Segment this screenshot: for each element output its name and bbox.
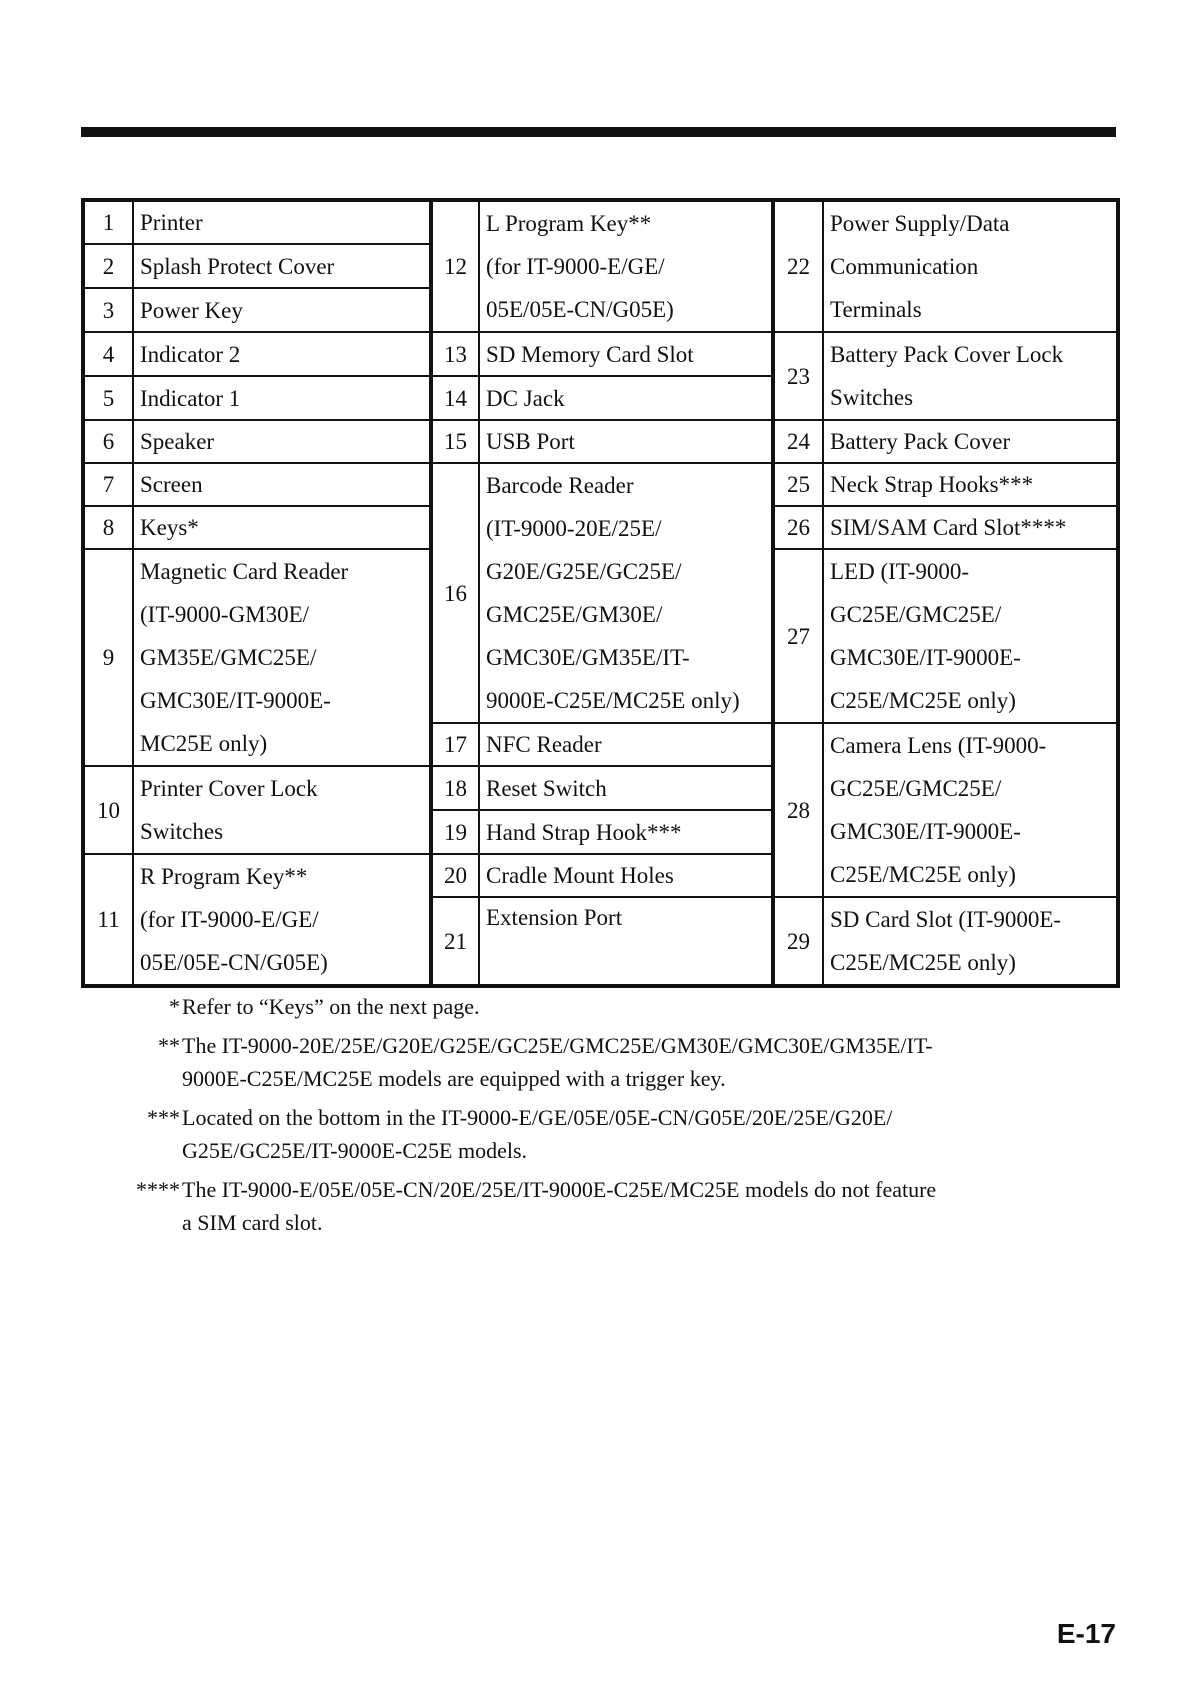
line: SD Card Slot (IT-9000E- [830, 907, 1062, 932]
page-number: E-17 [1056, 1618, 1116, 1649]
part-20: Cradle Mount Holes [479, 854, 773, 897]
part-25: Neck Strap Hooks*** [823, 463, 1118, 506]
part-23 [823, 332, 1118, 420]
line: C25E/MC25E only) [830, 688, 1016, 713]
line: 9000E-C25E/MC25E only) [486, 688, 740, 713]
line: R Program Key** [140, 864, 308, 889]
part-24: Battery Pack Cover [823, 420, 1118, 463]
line: Camera Lens (IT-9000- [830, 733, 1047, 758]
line: Printer Cover Lock [140, 776, 318, 801]
part-14: DC Jack [479, 376, 773, 420]
line: 05E/05E-CN/G05E) [486, 297, 674, 322]
footnote: * Refer to “Keys” on the next page. [169, 994, 480, 1019]
part-13: SD Memory Card Slot [479, 332, 773, 376]
part-10 [133, 766, 431, 854]
footnote: **** The IT-9000-E/05E/05E-CN/20E/25E/IT-9000E-C25E/MC25E models do not feature a SIM card slot. [136, 1177, 937, 1235]
part-8: Keys* [133, 506, 431, 549]
part-1: Printer [133, 200, 431, 244]
footnote: *** Located on the bottom in the IT-9000-E/GE/05E/05E-CN/G05E/20E/25E/G20E/ G25E/GC25E/IT-9000E-C25E models. [147, 1105, 893, 1163]
line: (for IT-9000-E/GE/ [140, 907, 319, 932]
part-12 [479, 200, 773, 332]
line: GC25E/GMC25E/ [830, 776, 1002, 801]
line: LED (IT-9000- [830, 559, 970, 584]
parts-table: 1 Printer 12 L Program Key** (for IT-9000-E/GE/ 05E/05E-CN/G05E) 22 Power Supply/Data Communication Terminals 2 Splash Protect Cover 3 Power Key 4 Indicator 2 13 SD Memory Card Slot 23 Battery Pack Cover Lock Switches 5 Indicator 1 14 DC Jack 6 Speaker 15 USB Port 24 Battery Pack Cover 7 Screen 16 Barcode Reader (IT-9000-20E/25E/ G20E/G25E/GC25E/ GMC25E/GM30E/ GMC30E/GM35E/IT- 9000E-C25E/MC25E only) 25 Neck Strap Hooks*** 8 Keys* 26 SIM/SAM Card Slot**** 9 Magnetic Card Reader (IT-9000-GM30E/ GM35E/GMC25E/ GMC30E/IT-9000E- MC25E only) 27 LED (IT-9000- GC25E/GMC25E/ GMC30E/IT-9000E- C25E/MC25E only) 17 NFC Reader 28 Camera Lens (IT-9000- GC25E/GMC25E/ GMC30E/IT-9000E- C25E/MC25E only) 10 Printer Cover Lock Switches 18 Reset Switch 19 Hand Strap Hook*** 11 R Program Key** (for IT-9000-E/GE/ 05E/05E-CN/G05E) 20 Cradle Mount Holes 21 Extension Port 29 SD Card Slot (IT-9000E- C25E/MC25E only) [81, 198, 1120, 988]
line: G20E/G25E/GC25E/ [486, 559, 682, 584]
line: Barcode Reader [486, 473, 634, 498]
line: GC25E/GMC25E/ [830, 602, 1002, 627]
part-16 [479, 463, 773, 723]
part-28 [823, 723, 1118, 897]
part-6: Speaker [133, 420, 431, 463]
line: GMC30E/IT-9000E- [830, 819, 1021, 844]
part-11 [133, 854, 431, 986]
line: C25E/MC25E only) [830, 862, 1016, 887]
part-4: Indicator 2 [133, 332, 431, 376]
line: (IT-9000-GM30E/ [140, 602, 310, 627]
part-22 [823, 200, 1118, 332]
part-18: Reset Switch [479, 766, 773, 810]
line: (IT-9000-20E/25E/ [486, 516, 662, 541]
line: GMC30E/IT-9000E- [830, 645, 1021, 670]
part-3: Power Key [133, 288, 431, 332]
line: MC25E only) [140, 731, 268, 756]
line: C25E/MC25E only) [830, 950, 1016, 975]
line: Power Supply/Data [830, 211, 1010, 236]
part-5: Indicator 1 [133, 376, 431, 420]
line: Magnetic Card Reader [140, 559, 349, 584]
line: Switches [830, 385, 914, 410]
part-15: USB Port [479, 420, 773, 463]
part-21: Extension Port [479, 897, 773, 986]
line: L Program Key** [486, 211, 652, 236]
line: Switches [140, 819, 224, 844]
header-rule [81, 127, 1116, 137]
line: (for IT-9000-E/GE/ [486, 254, 665, 279]
part-26: SIM/SAM Card Slot**** [823, 506, 1118, 549]
part-27 [823, 549, 1118, 723]
line: Terminals [830, 297, 922, 322]
line: GMC30E/GM35E/IT- [486, 645, 690, 670]
part-19: Hand Strap Hook*** [479, 810, 773, 854]
line: Battery Pack Cover Lock [830, 342, 1064, 367]
part-17: NFC Reader [479, 723, 773, 766]
part-9 [133, 549, 431, 766]
line: 05E/05E-CN/G05E) [140, 950, 328, 975]
line: GMC25E/GM30E/ [486, 602, 663, 627]
part-2: Splash Protect Cover [133, 244, 431, 288]
part-7: Screen [133, 463, 431, 506]
part-29 [823, 897, 1118, 986]
footnote: ** The IT-9000-20E/25E/G20E/G25E/GC25E/GMC25E/GM30E/GMC30E/GM35E/IT- 9000E-C25E/MC25E models are equipped with a trigger key. [158, 1033, 933, 1091]
footnotes [120, 990, 1120, 1245]
line: Communication [830, 254, 979, 279]
line: GMC30E/IT-9000E- [140, 688, 331, 713]
line: GM35E/GMC25E/ [140, 645, 317, 670]
